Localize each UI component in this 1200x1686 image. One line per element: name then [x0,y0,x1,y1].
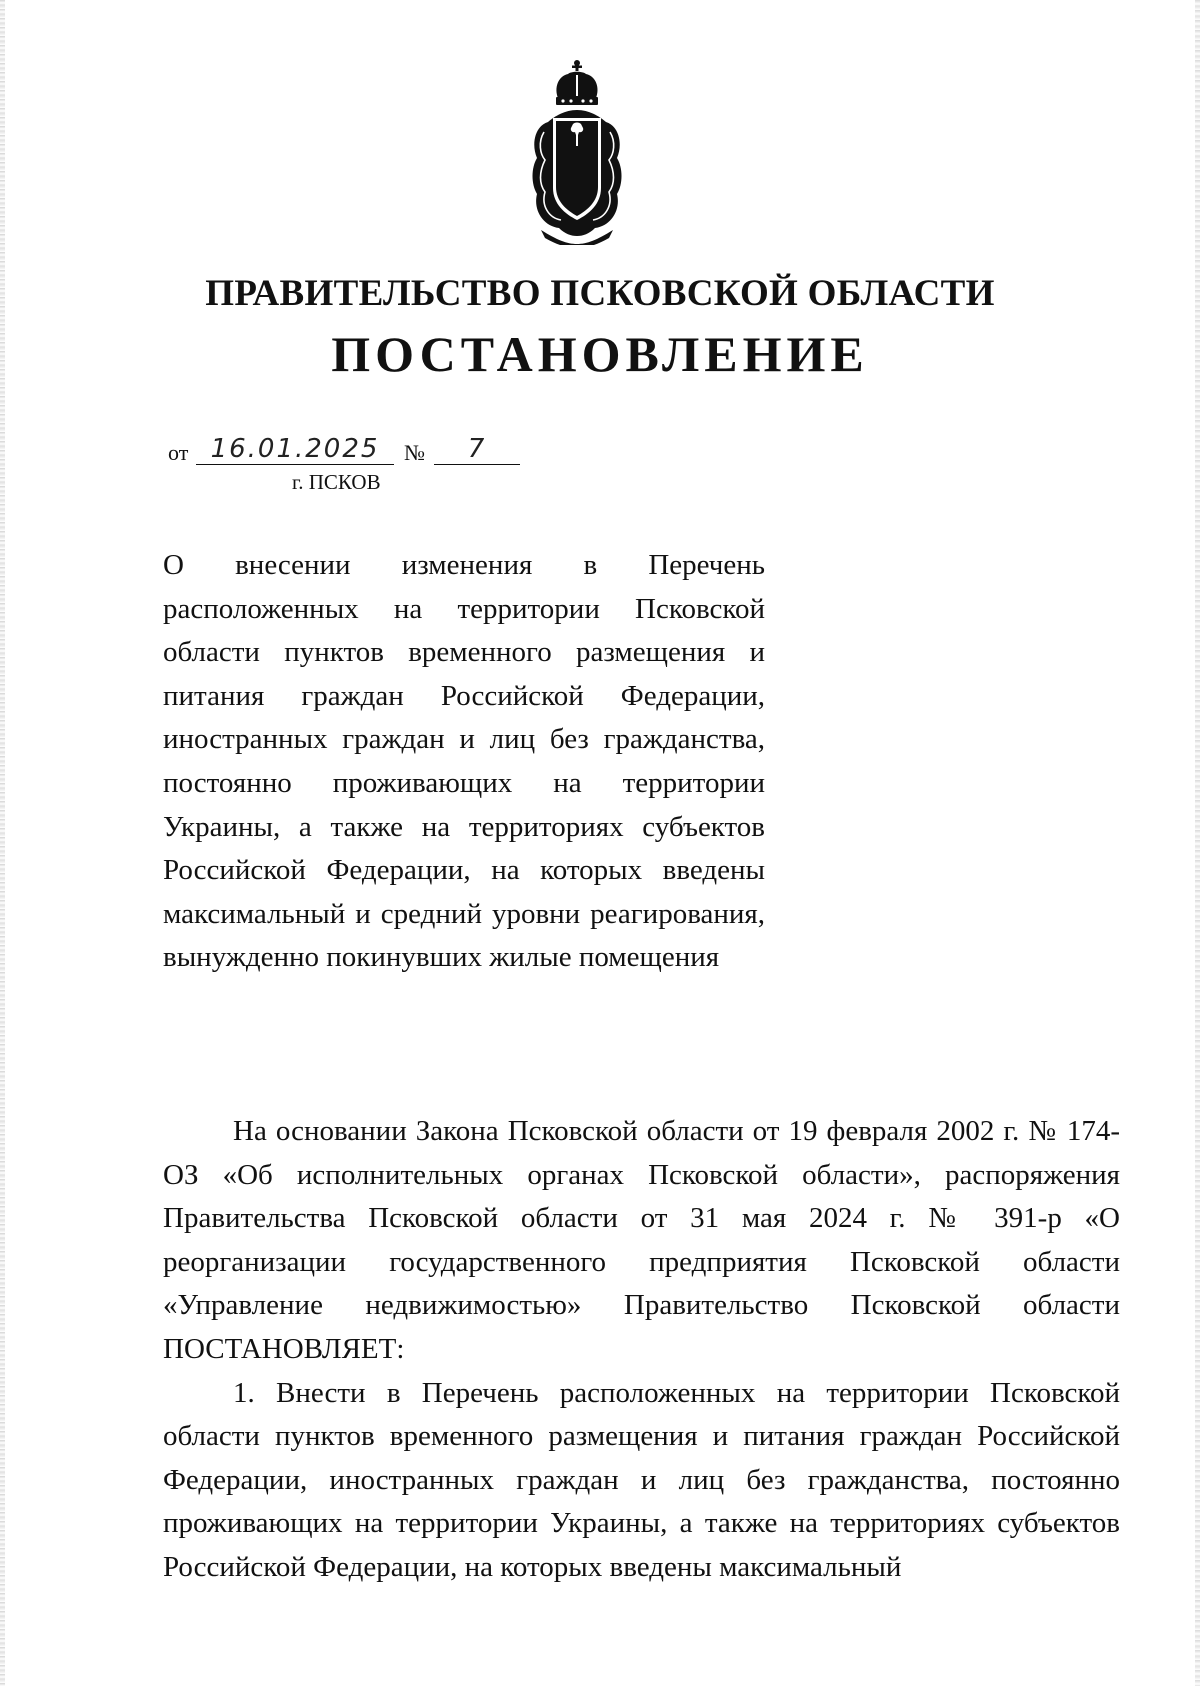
organization-title: ПРАВИТЕЛЬСТВО ПСКОВСКОЙ ОБЛАСТИ [205,273,995,314]
number-prefix: № [404,440,425,465]
preamble-paragraph: На основании Закона Псковской области от 19 февраля 2002 г. № 174-ОЗ «Об исполнительных органах Псковской области», распоряжения Правительства Псковской области от 31 мая 2024 г. № 391-р «О реорганизации государственного предприятия Псковской области «Управление недвижимостью» Правительство Псковской области ПОСТАНОВЛЯЕТ: [163,1115,1120,1365]
date-prefix: от [168,440,189,465]
document-type-title: ПОСТАНОВЛЕНИЕ [331,326,869,382]
date-field: 16.01.2025 [196,434,394,465]
pskov-region-coat-of-arms-icon [527,60,627,245]
city-label: г. ПСКОВ [292,470,381,494]
item-1-paragraph: 1. Внести в Перечень расположенных на территории Псковской области пунктов временного размещения и питания граждан Российской Федерации, иностранных граждан и лиц без гражданства, постоянно проживающих на территории Украины, а также на территориях субъектов Российской Федерации, на которых введены максимальный [163,1376,1120,1583]
scan-edge-left [0,0,5,1686]
number-field: 7 [434,434,520,465]
document-body [163,1110,1120,1590]
scan-edge-right [1195,0,1200,1686]
document-subject: О внесении изменения в Перечень расположенных на территории Псковской области пунктов временного размещения и питания граждан Российской Федерации, иностранных граждан и лиц без гражданства, постоянно проживающих на территории Украины, а также на территориях субъектов Российской Федерации, на которых введены максимальный и средний уровни реагирования, вынужденно покинувших жилые помещения [163,549,765,974]
